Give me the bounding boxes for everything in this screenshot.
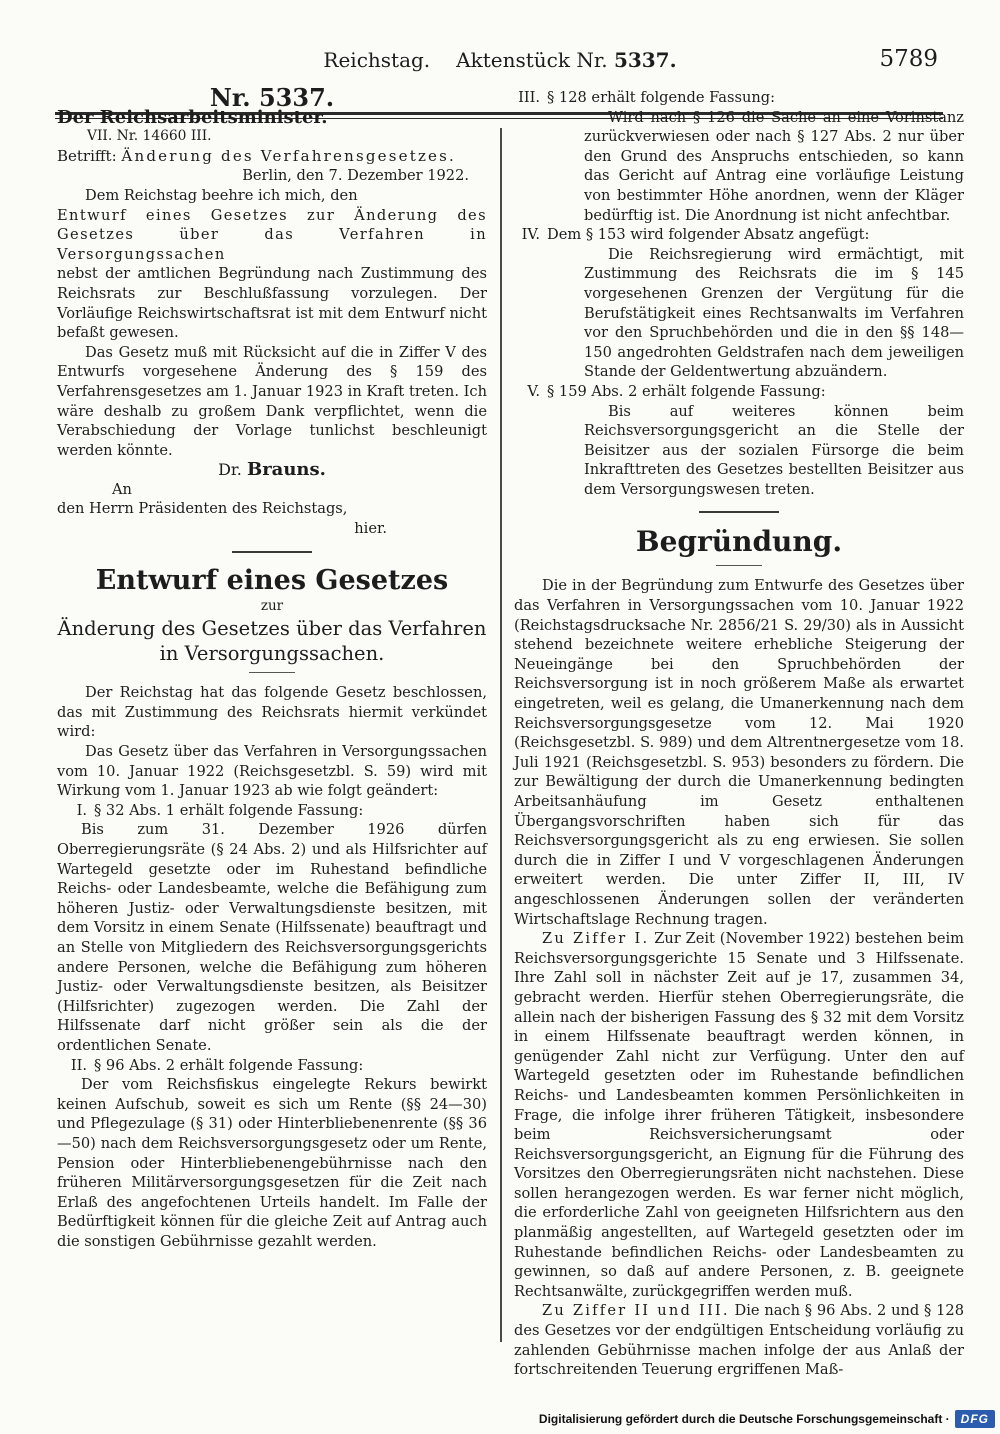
signature-name: Brauns. bbox=[246, 459, 326, 481]
page-header bbox=[0, 48, 1000, 88]
amendment-body: Bis zum 31. Dezember 1926 dürfen Oberregierungsräte (§ 24 Abs. 2) und als Hilfsrichter auf Wartegeld gesetzte oder im Ruhestand befindliche Reichs- oder Landesbeamte, welche die Befähigung zum höheren Justiz- oder Verwaltungsdienste besitzen, mit dem Vorsitz in einem Senate (Hilfssenate) beauftragt und an Stelle von Mitgliedern des Reichsversorgungsgerichts andere Personen, welche die Befähigung zum höheren Justiz- oder Verwaltungsdienste besitzen, als Beisitzer (Hilfsrichter) zugezogen werden. Die Zahl der Hilfssenate darf nicht größer sein als die der ordentlichen Senate. bbox=[57, 821, 487, 1054]
amendment-head-text: § 128 erhält folgende Fassung: bbox=[547, 89, 776, 106]
dfg-footer bbox=[539, 1410, 995, 1428]
amendment-head-text: § 32 Abs. 1 erhält folgende Fassung: bbox=[94, 801, 364, 819]
section-divider bbox=[249, 672, 295, 673]
doc-number: Nr. 5337. bbox=[209, 83, 335, 112]
piece-number: 5337. bbox=[613, 48, 677, 72]
amendment-head-text: Dem § 153 wird folgender Absatz angefügt: bbox=[547, 226, 870, 244]
transmittal-rest: nebst der amtlichen Begründung nach Zustimmung des Reichsrats zur Beschlußfassung vorzulegen. Der Vorläufige Reichswirtschaftsrat ist mit dem Entwurf nicht befaßt gewesen. bbox=[57, 265, 487, 342]
begruendung-title: Begründung. bbox=[635, 525, 843, 559]
paragraph-lead: Zu Ziffer I. bbox=[542, 930, 650, 948]
transmittal-subject: Entwurf eines Gesetzes zur Änderung des Gesetzes über das Verfahren in Versorgungssachen bbox=[57, 206, 487, 263]
law-connector: zur bbox=[260, 597, 284, 614]
begruendung-paragraph bbox=[514, 1301, 964, 1379]
amendment-label: II. bbox=[70, 1056, 87, 1074]
paragraph-text: Die nach § 96 Abs. 2 und § 128 des Gesetzes vor der endgültigen Entscheidung vorläufig zu zahlenden Gebührnisse machen infolge der aus Anlaß der fortschreitenden Teuerung ergriffenen Maß- bbox=[514, 1302, 964, 1379]
column-divider bbox=[500, 128, 502, 1342]
amendment-body: Die Reichsregierung wird ermächtigt, mit Zustimmung des Reichsrats die im § 145 vorgesehenen Grenzen der Vergütung für die Berufstätigkeit eines Rechtsanwalts im Verfahren vor den Spruchbehörden und die in den §§ 148—150 angedrohten Geldstrafen nach dem jeweiligen Stande der Geldentwertung abzuändern. bbox=[584, 245, 964, 381]
amendment-head bbox=[57, 801, 487, 821]
section-divider bbox=[232, 551, 312, 553]
dateline: Berlin, den 7. Dezember 1922. bbox=[242, 167, 469, 185]
amendment-intro: Das Gesetz über das Verfahren in Versorgungssachen vom 10. Januar 1922 (Reichsgesetzbl. S. 59) wird mit Wirkung vom 1. Januar 1923 ab wie folgt geändert: bbox=[57, 743, 487, 800]
digitization-credit: Digitalisierung gefördert durch die Deutsche Forschungsgemeinschaft · bbox=[538, 1412, 950, 1426]
address-block bbox=[57, 480, 487, 539]
amendment-label: III. bbox=[518, 89, 540, 106]
amendment-head bbox=[514, 88, 964, 108]
begruendung-paragraph: Die in der Begründung zum Entwurfe des Gesetzes über das Verfahren in Versorgungssachen vom 10. Januar 1922 (Reichstagsdrucksache Nr. 2856/21 S. 29/30) als in Aussicht stehend bezeichnete weitere erhebliche Steigerung der Neueingänge bei den Spruchbehörden der Reichsversorgung ist in noch größerem Maße als erwartet eingetreten, weil es gelang, die Umanerkennung nach dem Reichsversorgungsgesetze vom 12. Mai 1920 (Reichsgesetzbl. S. 989) und dem Altrentnergesetze vom 18. Juli 1921 (Reichsgesetzbl. S. 953) besonders zu fördern. Die zur Bewältigung der durch die Umanerkennung bedingten Arbeitsanhäufung im Gesetz enthaltenen Übergangsvorschriften haben sich für das Reichsversorgungsgericht als zu eng erwiesen. Sie sollen durch die in Ziffer I und V vorgeschlagenen Änderungen erweitert werden. Die unter Ziffer II, III, IV angeschlossenen Änderungen sollen der veränderten Wirtschaftslage Rechnung tragen. bbox=[514, 577, 964, 928]
amendment-item bbox=[514, 225, 964, 382]
subject-line bbox=[57, 147, 487, 167]
amendment-head bbox=[514, 382, 964, 402]
file-reference: VII. Nr. 14660 III. bbox=[87, 128, 212, 145]
law-subtitle: Änderung des Gesetzes über das Verfahren in Versorgungssachen. bbox=[57, 617, 487, 666]
sender-name: Der Reichsarbeitsminister. bbox=[57, 106, 328, 128]
amendment-body: Wird nach § 126 die Sache an eine Vorinstanz zurückverwiesen oder nach § 127 Abs. 2 nur über den Grund des Anspruchs entschieden, so kann das Gericht auf Antrag eine vorläufige Leistung von bestimmter Höhe anordnen, wenn der Kläger bedürftig ist. Die Anordnung ist nicht anfechtbar. bbox=[584, 108, 964, 224]
enactment-clause: Der Reichstag hat das folgende Gesetz beschlossen, das mit Zustimmung des Reichsrats hiermit verkündet wird: bbox=[57, 684, 487, 741]
section-divider bbox=[699, 511, 779, 513]
dfg-logo: DFG bbox=[955, 1410, 995, 1428]
amendment-body: Bis auf weiteres können beim Reichsversorgungsgericht an die Stelle der Beisitzer aus der sozialen Fürsorge die beim Inkrafttreten des Gesetzes bestellten Beisitzer aus dem Versorgungswesen treten. bbox=[584, 402, 964, 498]
journal-name: Reichstag. bbox=[323, 48, 431, 72]
paragraph-text: Zur Zeit (November 1922) bestehen beim Reichsversorgungsgerichte 15 Senate und 3 Hilfssenate. Ihre Zahl soll in nächster Zeit auf je 17, zusammen 34, gebracht werden. Hierfür stehen Oberregierungsräte, die allein nach der bisherigen Fassung des § 32 mit dem Vorsitz in einem Hilfssenate beauftragt werden können, in genügender Zahl nicht zur Verfügung. Unter den auf Wartegeld gesetzten oder im Ruhestande befindlichen Reichs- und Landesbeamten kommen Persönlichkeiten in Frage, die infolge ihrer früheren Tätigkeit, insbesondere beim Reichsversicherungsamt oder Reichsversorgungsgericht, an Eignung für die Führung des Vorsitzes den Oberregierungsräten nicht nachstehen. Diese sollen herangezogen werden. Es war ferner nicht möglich, die erforderliche Zahl von geeigneten Hilfsrichtern aus den planmäßig angestellten, auf Wartegeld gesetzten oder im Ruhestande befindlichen Reichs- oder Landesbeamten zu gewinnen, so daß auf andere Personen, z. B. geeignete Rechtsanwälte, zurückgegriffen werden muß. bbox=[514, 930, 965, 1300]
transmittal-intro: Dem Reichstag beehre ich mich, den bbox=[85, 186, 358, 204]
left-column bbox=[57, 83, 487, 1251]
subject-label: Betrifft: bbox=[57, 146, 117, 165]
amendment-item bbox=[514, 382, 964, 500]
signature bbox=[57, 460, 487, 480]
running-title bbox=[0, 48, 1000, 72]
urgency-paragraph: Das Gesetz muß mit Rücksicht auf die in Ziffer V des Entwurfs vorgesehene Änderung des § 159 des Verfahrensgesetzes am 1. Januar 1923 in Kraft treten. Ich wäre deshalb zu großem Dank verpflichtet, wenn die Verabschiedung der Vorlage tunlichst beschleunigt werden könnte. bbox=[57, 343, 487, 459]
amendment-head-text: § 96 Abs. 2 erhält folgende Fassung: bbox=[94, 1056, 364, 1074]
section-divider bbox=[716, 565, 762, 566]
amendment-label: IV. bbox=[521, 226, 540, 244]
amendment-item bbox=[514, 88, 964, 225]
amendment-head bbox=[514, 225, 964, 245]
amendment-item bbox=[57, 1056, 487, 1252]
amendment-body: Der vom Reichsfiskus eingelegte Rekurs bewirkt keinen Aufschub, soweit es sich um Rente (§§ 24—30) und Pflegezulage (§ 31) oder Hinterbliebenenrente (§§ 36—50) nach dem Reichsversorgungsgesetz oder um Rente, Pension oder Hinterbliebenengebührnisse nach den früheren Militärversorgungsgesetzen für die Zeit nach Erlaß des angefochtenen Urteils handelt. Im Falle der Bedürftigkeit können für die gleiche Zeit auf Antrag auch die sonstigen Gebührnisse gezahlt werden. bbox=[57, 1076, 487, 1250]
law-title: Entwurf eines Gesetzes bbox=[95, 564, 449, 596]
piece-label: Aktenstück Nr. bbox=[456, 48, 608, 72]
right-column bbox=[514, 88, 964, 1380]
amendment-head-text: § 159 Abs. 2 erhält folgende Fassung: bbox=[547, 382, 826, 400]
page-number: 5789 bbox=[879, 46, 938, 72]
signature-title: Dr. bbox=[218, 460, 242, 480]
amendment-item bbox=[57, 801, 487, 1056]
amendment-label: I. bbox=[76, 801, 87, 819]
address-line: An bbox=[112, 480, 132, 498]
paragraph-lead: Zu Ziffer II und III. bbox=[542, 1302, 730, 1320]
subject-text: Änderung des Verfahrensgesetzes. bbox=[121, 146, 456, 165]
begruendung-paragraph bbox=[514, 929, 964, 1301]
address-line: hier. bbox=[354, 520, 387, 538]
amendment-label: V. bbox=[527, 382, 540, 400]
amendment-head bbox=[57, 1056, 487, 1076]
address-line: den Herrn Präsidenten des Reichstags, bbox=[57, 500, 348, 518]
